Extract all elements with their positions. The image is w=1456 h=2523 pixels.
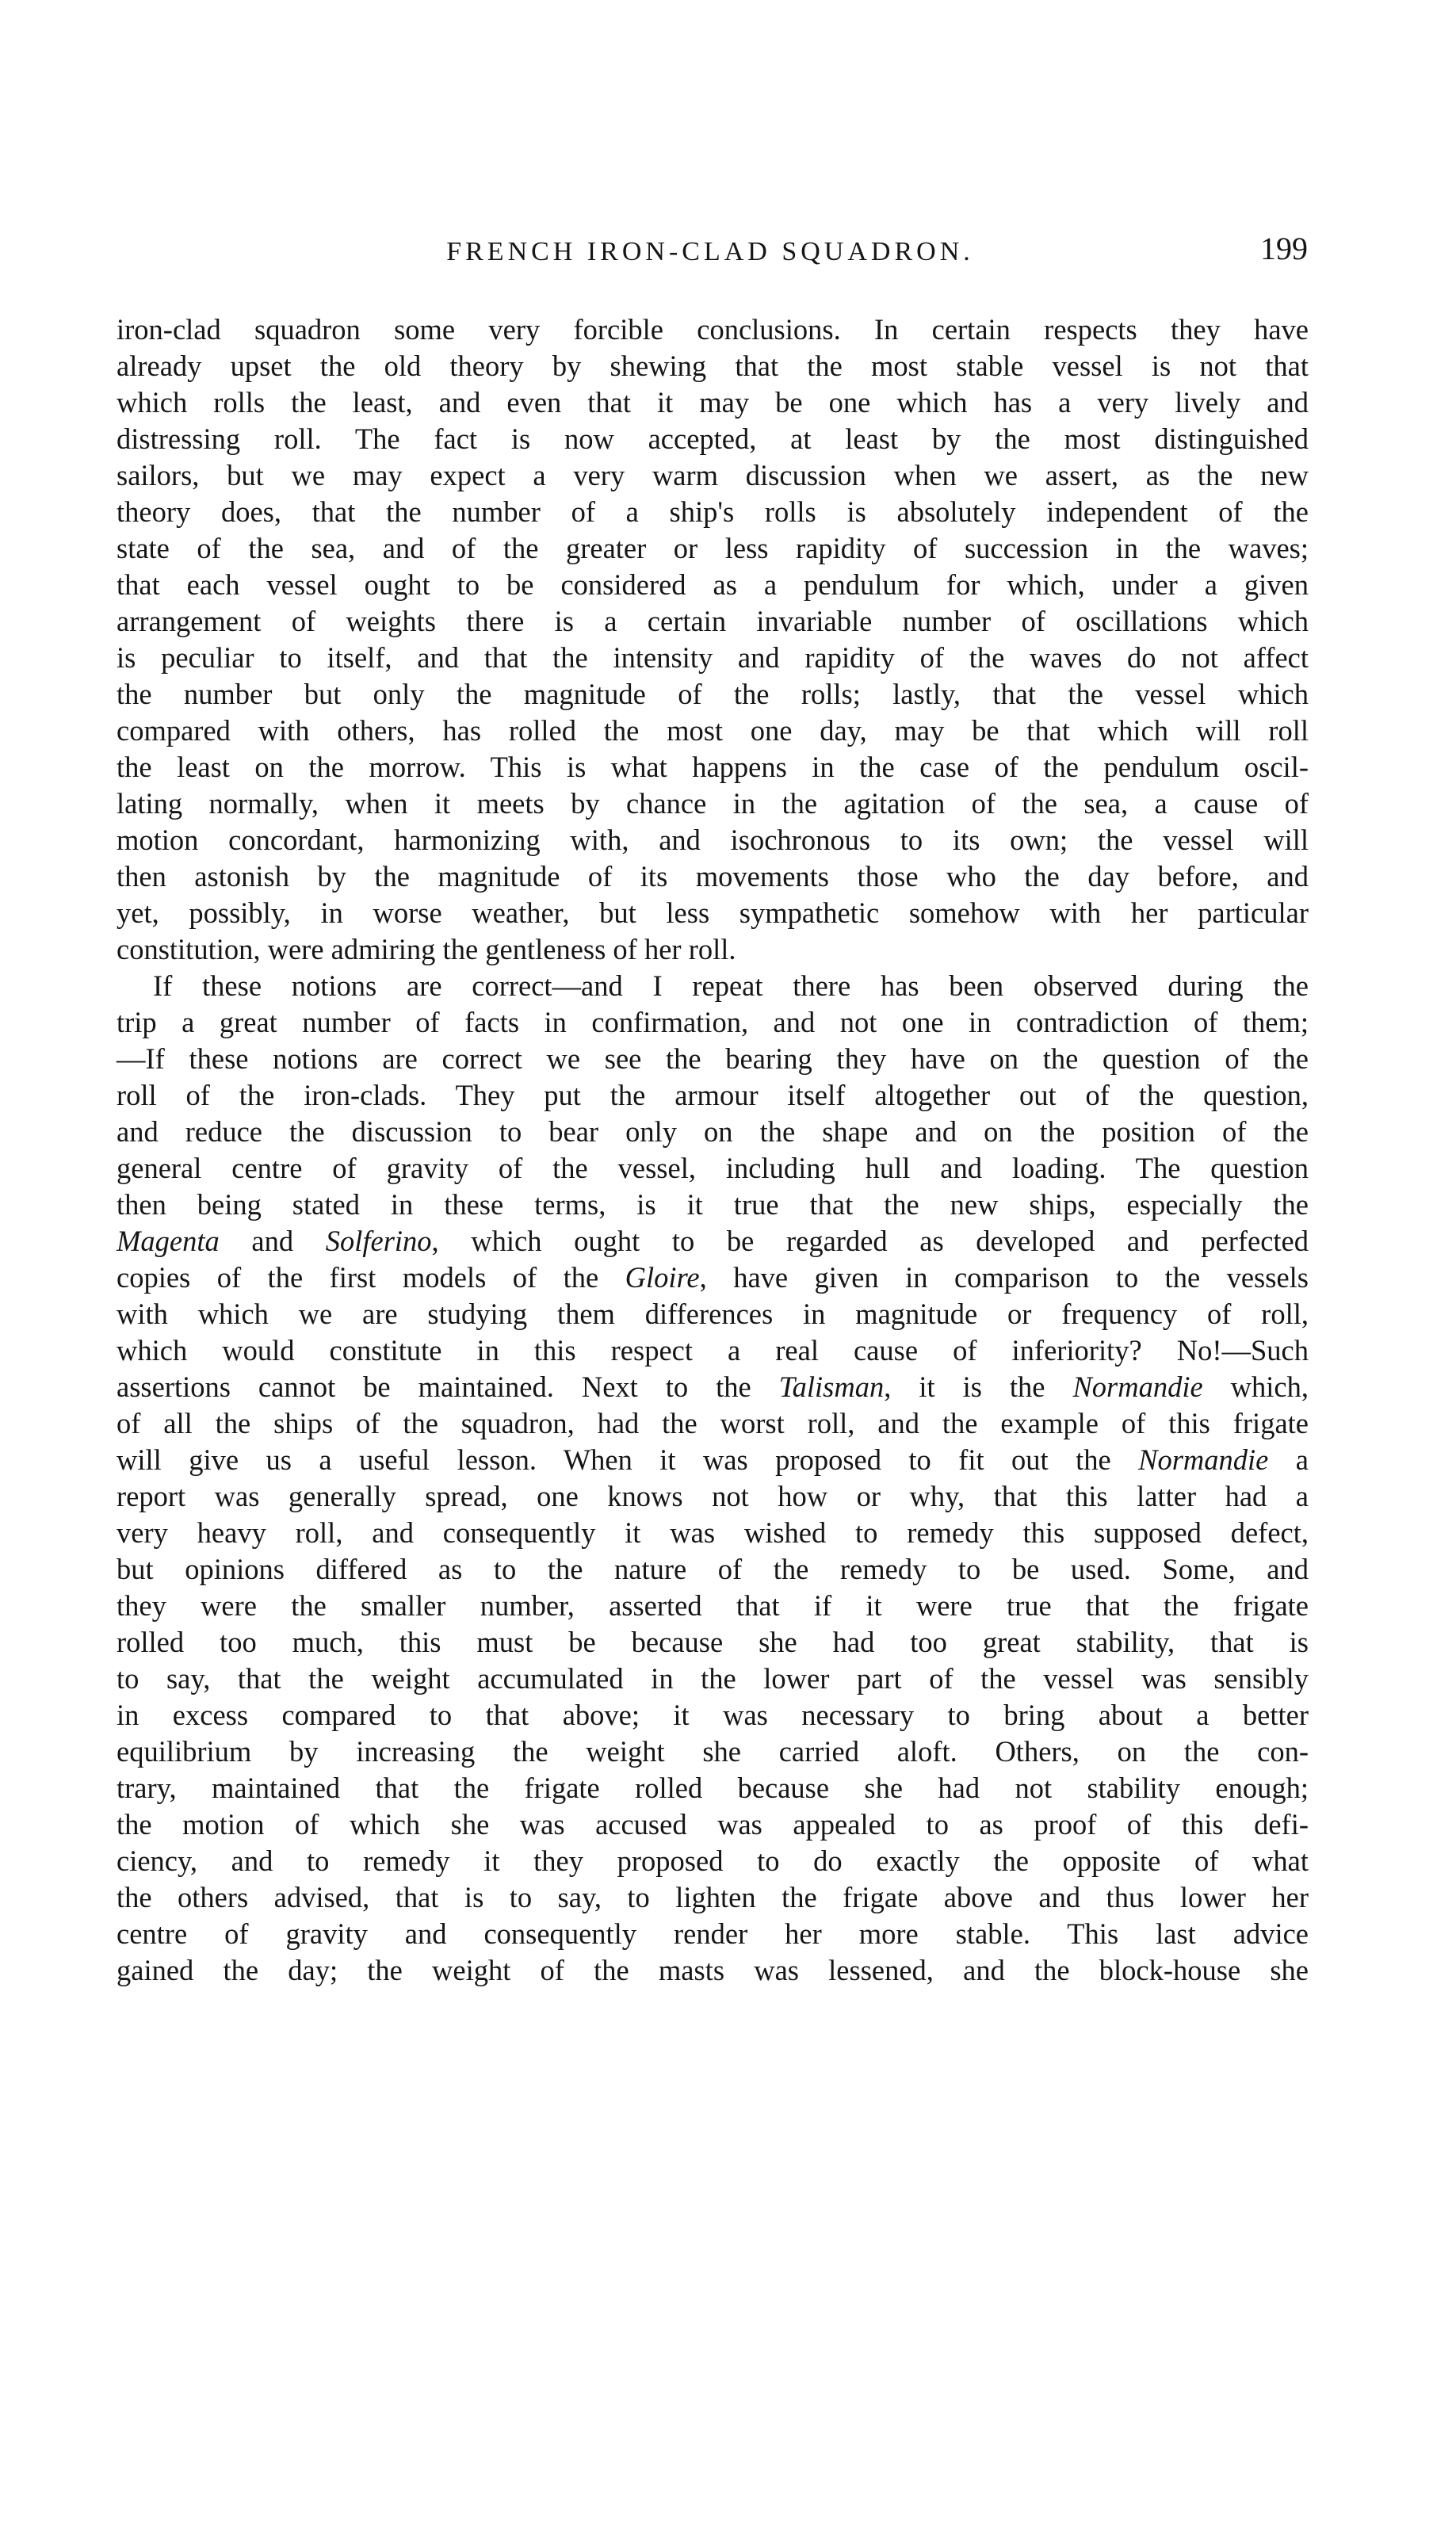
text-line: state of the sea, and of the greater or less rapidity of succession in the waves; bbox=[117, 532, 1309, 564]
text-line: rolled too much, this must be because she had too great stability, that is bbox=[117, 1626, 1309, 1658]
text-line: but opinions differed as to the nature of the remedy to be used. Some, and bbox=[117, 1553, 1309, 1585]
text-line: in excess compared to that above; it was necessary to bring about a better bbox=[117, 1699, 1309, 1731]
page-number: 199 bbox=[1260, 231, 1308, 266]
text-line: ciency, and to remedy it they proposed to do exactly the opposite of what bbox=[117, 1844, 1309, 1877]
text-line: theory does, that the number of a ship's rolls is absolutely independent of the bbox=[117, 495, 1309, 528]
text-line: with which we are studying them differences in magnitude or frequency of roll, bbox=[117, 1298, 1309, 1330]
text-line: and reduce the discussion to bear only on the shape and on the position of the bbox=[117, 1115, 1309, 1148]
text-line: they were the smaller number, asserted that if it were true that the frigate bbox=[117, 1589, 1309, 1622]
text-line: sailors, but we may expect a very warm discussion when we assert, as the new bbox=[117, 459, 1309, 491]
text-line: general centre of gravity of the vessel, including hull and loading. The question bbox=[117, 1152, 1309, 1184]
text-line: is peculiar to itself, and that the intensity and rapidity of the waves do not affect bbox=[117, 641, 1309, 674]
text-line: —If these notions are correct we see the bearing they have on the question of the bbox=[117, 1042, 1309, 1075]
text-line: trary, maintained that the frigate rolled because she had not stability enough; bbox=[117, 1772, 1309, 1804]
text-line: to say, that the weight accumulated in the lower part of the vessel was sensibly bbox=[117, 1662, 1309, 1695]
running-title: FRENCH IRON-CLAD SQUADRON. bbox=[446, 237, 974, 266]
ship-name: Talisman bbox=[778, 1370, 885, 1403]
text-line: the least on the morrow. This is what happens in the case of the pendulum oscil- bbox=[117, 751, 1309, 783]
ship-name: Magenta bbox=[117, 1225, 220, 1257]
text-line: roll of the iron-clads. They put the armour itself altogether out of the question, bbox=[117, 1079, 1309, 1111]
ship-name: Normandie bbox=[1138, 1443, 1269, 1476]
ship-name: Solferino bbox=[325, 1225, 432, 1257]
text-line: Magenta and Solferino, which ought to be regarded as developed and perfected bbox=[117, 1225, 1309, 1257]
text-line: arrangement of weights there is a certain invariable number of oscillations which bbox=[117, 605, 1309, 637]
text-line: motion concordant, harmonizing with, and isochronous to its own; the vessel will bbox=[117, 824, 1309, 856]
text-line: then astonish by the magnitude of its movements those who the day before, and bbox=[117, 860, 1309, 893]
text-line: of all the ships of the squadron, had the worst roll, and the example of this frigate bbox=[117, 1407, 1309, 1439]
text-line: equilibrium by increasing the weight she carried aloft. Others, on the con- bbox=[117, 1735, 1309, 1768]
text-line: will give us a useful lesson. When it was proposed to fit out the Normandie a bbox=[117, 1443, 1309, 1476]
text-line: distressing roll. The fact is now accepted, at least by the most distinguished bbox=[117, 422, 1309, 455]
text-line: yet, possibly, in worse weather, but less sympathetic somehow with her particular bbox=[117, 896, 1309, 929]
text-line: assertions cannot be maintained. Next to the Talisman, it is the Normandie which, bbox=[117, 1370, 1309, 1403]
text-line: report was generally spread, one knows not how or why, that this latter had a bbox=[117, 1480, 1309, 1512]
text-line: then being stated in these terms, is it true that the new ships, especially the bbox=[117, 1188, 1309, 1221]
text-line: which would constitute in this respect a real cause of inferiority? No!—Such bbox=[117, 1334, 1309, 1367]
text-line: the number but only the magnitude of the rolls; lastly, that the vessel which bbox=[117, 678, 1309, 710]
text-line: which rolls the least, and even that it may be one which has a very lively and bbox=[117, 386, 1309, 419]
text-line: the motion of which she was accused was appealed to as proof of this defi- bbox=[117, 1808, 1309, 1841]
paragraph-end-line: constitution, were admiring the gentleness of her roll. bbox=[117, 933, 736, 965]
text-line: very heavy roll, and consequently it was wished to remedy this supposed defect, bbox=[117, 1516, 1309, 1549]
text-line: compared with others, has rolled the most one day, may be that which will roll bbox=[117, 714, 1309, 747]
text-line: already upset the old theory by shewing that the most stable vessel is not that bbox=[117, 350, 1309, 382]
text-line: the others advised, that is to say, to lighten the frigate above and thus lower her bbox=[117, 1881, 1309, 1913]
text-line: trip a great number of facts in confirmation, and not one in contradiction of them; bbox=[117, 1006, 1309, 1038]
body-text bbox=[117, 312, 1309, 1989]
text-line: centre of gravity and consequently render her more stable. This last advice bbox=[117, 1917, 1309, 1950]
text-line: iron-clad squadron some very forcible conclusions. In certain respects they have bbox=[117, 313, 1309, 346]
ship-name: Gloire bbox=[625, 1261, 700, 1294]
text-line: copies of the first models of the Gloire, have given in comparison to the vessels bbox=[117, 1261, 1309, 1294]
text-line: gained the day; the weight of the masts was lessened, and the block-house she bbox=[117, 1954, 1309, 1986]
text-line: lating normally, when it meets by chance in the agitation of the sea, a cause of bbox=[117, 787, 1309, 820]
paragraph-start-line: If these notions are correct—and I repeat there has been observed during the bbox=[153, 969, 1309, 1002]
text-line: that each vessel ought to be considered as a pendulum for which, under a given bbox=[117, 568, 1309, 601]
ship-name: Normandie bbox=[1072, 1370, 1203, 1403]
